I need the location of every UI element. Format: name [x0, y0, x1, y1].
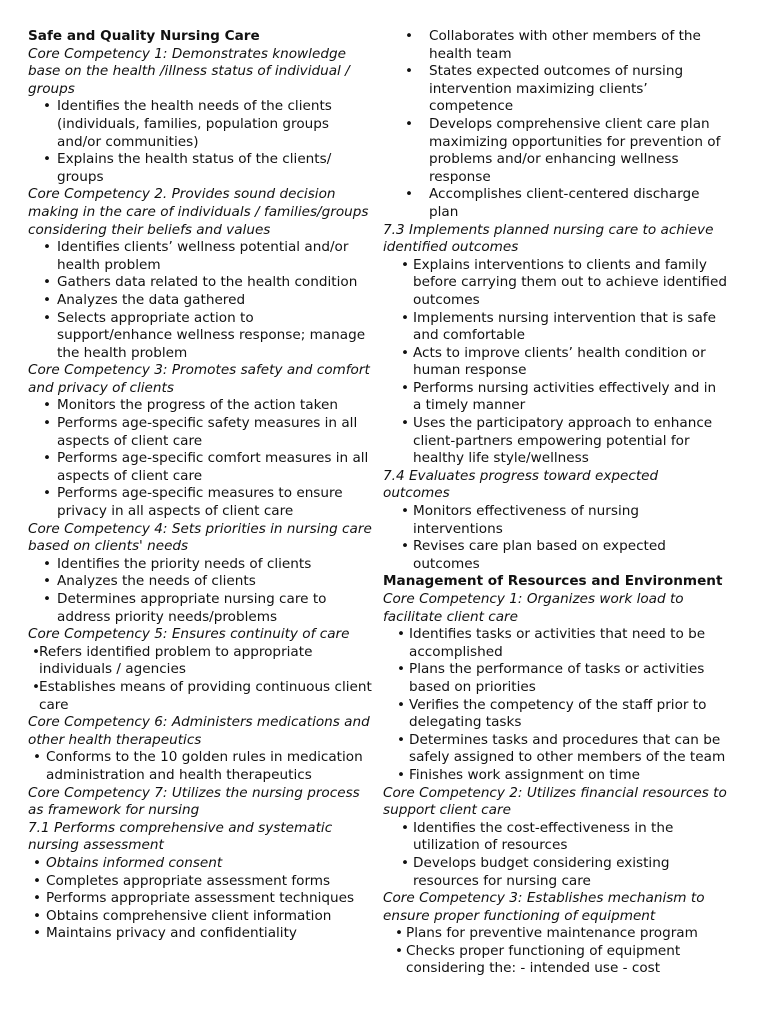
list-item: • Determines tasks and procedures that can be safely assigned to other members of the team: [397, 732, 728, 767]
list-item: • Finishes work assignment on time: [397, 767, 728, 785]
competency-heading: Core Competency 5: Ensures continuity of care: [28, 626, 350, 643]
competency-heading: Core Competency 1: Organizes work load to facilitate client care: [383, 591, 684, 625]
list-item: • Performs age-specific measures to ensure privacy in all aspects of client care: [40, 485, 373, 520]
bullet-list: [28, 855, 373, 943]
competency-heading: Core Competency 3: Establishes mechanism to ensure proper functioning of equipment: [383, 890, 705, 924]
list-item: • Obtains informed consent: [29, 855, 373, 873]
bullet-list: [383, 820, 728, 890]
bullet-list: [383, 503, 728, 573]
bullet-list: [383, 28, 728, 222]
bullet-list: [28, 397, 373, 520]
bullet-list: [383, 925, 728, 978]
competency-heading: Core Competency 6: Administers medications and other health therapeutics: [28, 714, 370, 748]
list-item: • Collaborates with other members of the health team: [405, 28, 728, 63]
bullet-list: [383, 257, 728, 468]
list-item: • Checks proper functioning of equipment considering the: - intended use - cost: [395, 943, 728, 978]
list-item: • Develops comprehensive client care plan maximizing opportunities for prevention of problems and/or enhancing wellness response: [405, 116, 728, 186]
subcompetency-heading: 7.1 Performs comprehensive and systematic nursing assessment: [28, 819, 333, 854]
bullet-list: [28, 749, 373, 784]
list-item: • Identifies tasks or activities that need to be accomplished: [397, 626, 728, 661]
list-item: • Acts to improve clients’ health condition or human response: [401, 345, 728, 380]
competency-heading: Core Competency 3: Promotes safety and comfort and privacy of clients: [28, 362, 370, 396]
list-item: • Identifies the cost-effectiveness in the utilization of resources: [401, 820, 728, 855]
list-item: • Identifies clients’ wellness potential and/or health problem: [40, 239, 373, 274]
section-title: Safe and Quality Nursing Care: [28, 28, 260, 44]
list-item: • Monitors the progress of the action taken: [40, 397, 373, 415]
list-item: • Monitors effectiveness of nursing interventions: [401, 503, 728, 538]
list-item: • Performs appropriate assessment techniques: [29, 890, 373, 908]
list-item: • Uses the participatory approach to enhance client-partners empowering potential for healthy life style/wellness: [401, 415, 728, 468]
list-item: • Performs nursing activities effectively and in a timely manner: [401, 380, 728, 415]
list-item: • Identifies the health needs of the clients (individuals, families, population groups and/or communities): [40, 98, 373, 151]
list-item: • States expected outcomes of nursing intervention maximizing clients’ competence: [405, 63, 728, 116]
list-item: • Analyzes the needs of clients: [40, 573, 373, 591]
bullet-list: [28, 556, 373, 626]
section-title: Management of Resources and Environment: [383, 573, 723, 590]
left-column: [28, 28, 373, 943]
list-item: • Plans for preventive maintenance program: [395, 925, 728, 943]
right-column: [383, 28, 728, 978]
list-item: • Conforms to the 10 golden rules in medication administration and health therapeutics: [29, 749, 373, 784]
list-item: • Completes appropriate assessment forms: [29, 873, 373, 891]
list-item: • Implements nursing intervention that is safe and comfortable: [401, 310, 728, 345]
list-item: • Develops budget considering existing resources for nursing care: [401, 855, 728, 890]
list-item: • Explains the health status of the clients/ groups: [40, 151, 373, 186]
competency-heading: Core Competency 2. Provides sound decision making in the care of individuals / families/groups considering their beliefs and values: [28, 186, 369, 238]
competency-heading: Core Competency 4: Sets priorities in nursing care based on clients' needs: [28, 520, 372, 555]
list-item: • Maintains privacy and confidentiality: [29, 925, 373, 943]
list-item: • Explains interventions to clients and family before carrying them out to achieve identified outcomes: [401, 257, 728, 310]
list-item: • Accomplishes client-centered discharge plan: [405, 186, 728, 221]
competency-heading: Core Competency 2: Utilizes financial resources to support client care: [383, 784, 727, 819]
list-item: • Establishes means of providing continuous client care: [32, 679, 373, 714]
list-item: • Refers identified problem to appropriate individuals / agencies: [32, 644, 373, 679]
competency-heading: Core Competency 7: Utilizes the nursing process as framework for nursing: [28, 784, 360, 819]
list-item: • Revises care plan based on expected outcomes: [401, 538, 728, 573]
list-item: • Verifies the competency of the staff prior to delegating tasks: [397, 697, 728, 732]
list-item: • Plans the performance of tasks or activities based on priorities: [397, 661, 728, 696]
bullet-list: [383, 626, 728, 784]
list-item: • Analyzes the data gathered: [40, 292, 373, 310]
list-item: • Identifies the priority needs of clients: [40, 556, 373, 574]
list-item: • Selects appropriate action to support/enhance wellness response; manage the health problem: [40, 310, 373, 363]
list-item: • Performs age-specific safety measures in all aspects of client care: [40, 415, 373, 450]
bullet-list: [28, 98, 373, 186]
list-item: • Obtains comprehensive client information: [29, 908, 373, 926]
bullet-list: [28, 239, 373, 362]
competency-heading: Core Competency 1: Demonstrates knowledge base on the health /illness status of individual / groups: [28, 45, 350, 97]
subcompetency-heading: 7.3 Implements planned nursing care to achieve identified outcomes: [383, 221, 714, 256]
list-item: • Gathers data related to the health condition: [40, 274, 373, 292]
list-item: • Performs age-specific comfort measures in all aspects of client care: [40, 450, 373, 485]
subcompetency-heading: 7.4 Evaluates progress toward expected outcomes: [383, 467, 659, 502]
bullet-list: [28, 644, 373, 714]
list-item: • Determines appropriate nursing care to address priority needs/problems: [40, 591, 373, 626]
